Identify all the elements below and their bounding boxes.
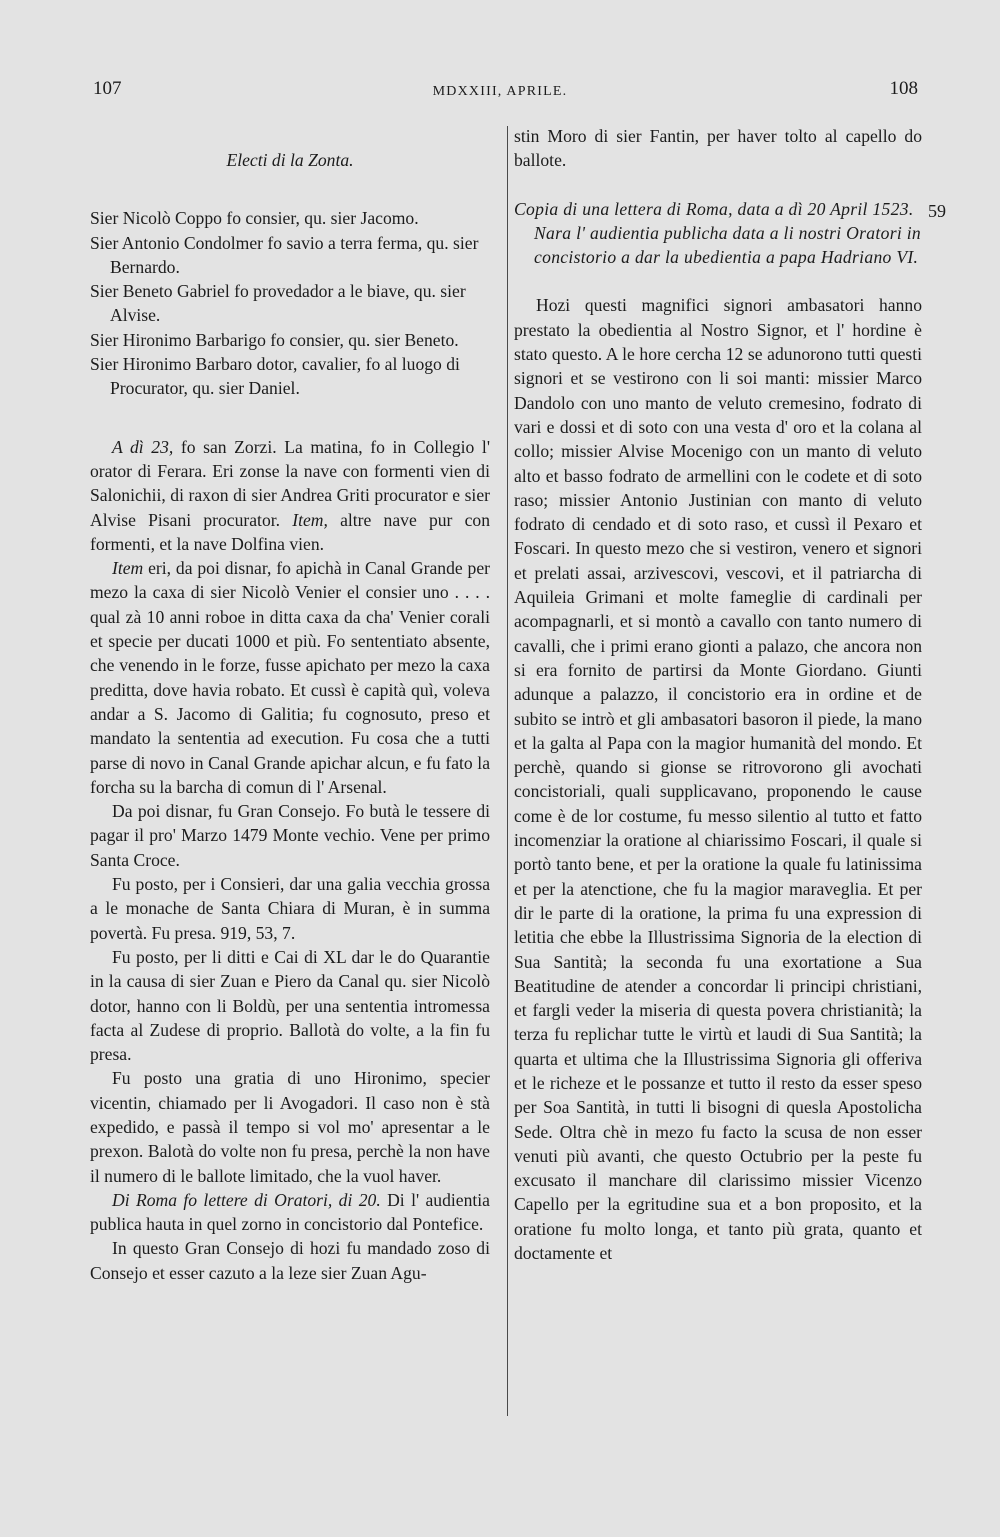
paragraph-text: fo san Zorzi. La matina, fo in Collegio l' orator di Ferara. Eri zonse la nave con formenti vien di Salonichii, di raxon di sier Andrea Griti procurator e sier Alvise Pisani procurator.	[90, 436, 490, 530]
paragraph: In questo Gran Consejo di hozi fu mandado zoso di Consejo et esser cazuto a la leze sier Zuan Agu-	[90, 1238, 490, 1283]
list-item: Sier Nicolò Coppo fo consier, qu. sier Jacomo.	[90, 208, 419, 229]
list-item: Sier Antonio Condolmer fo savio a terra ferma, qu. sier Bernardo.	[90, 232, 479, 277]
paragraph	[90, 435, 490, 556]
item-word: Item	[112, 558, 144, 579]
paragraph-text: altre nave pur con formenti, et la nave Dolfina vien.	[90, 509, 490, 554]
paragraph: Fu posto, per i Consieri, dar una galia vecchia grossa a le monache de Santa Chiara di Muran, è in summa povertà. Fu presa. 919, 53, 7.	[90, 874, 490, 943]
page-number-left: 107	[93, 78, 122, 99]
italic-lead: Di Roma fo lettere di Oratori, di 20.	[112, 1189, 381, 1210]
list-item: Sier Beneto Gabriel fo provedador a le biave, qu. sier Alvise.	[90, 281, 466, 326]
paragraph	[90, 556, 490, 799]
column-divider	[507, 126, 508, 1416]
list-item: Sier Hironimo Barbaro dotor, cavalier, fo al luogo di Procurator, qu. sier Daniel.	[90, 354, 460, 399]
margin-number: 59	[928, 201, 946, 221]
item-word: Item,	[292, 509, 328, 530]
paragraph: Fu posto, per li ditti e Cai di XL dar le do Quarantie in la causa di sier Zuan e Piero da Canal qu. sier Nicolò dotor, hanno con li Boldù, per una sententia intromessa facta al Zudese di proprio. Ballotà do volte, a la fin fu presa.	[90, 946, 490, 1065]
list-item: Sier Hironimo Barbarigo fo consier, qu. sier Beneto.	[90, 329, 459, 350]
page-number-right: 108	[889, 78, 918, 99]
running-title: MDXXIII, APRILE.	[432, 84, 568, 99]
paragraph-text: eri, da poi disnar, fo apichà in Canal Grande per mezo la caxa di sier Nicolò Venier el consier uno . . . . qual zà 10 anni roboe in ditta caxa da cha' Venier corali et specie per ducati 1000 et più. Fo sententiato absente, che venendo in le forze, fusse apichato per mezo la caxa preditta, dove havia robato. Et cussì è capità quì, voleva andar a S. Jacomo di Galitia; fu cognosuto, preso et mandato la sententia ad execution. Fu cosa che a tutti parse di novo in Canal Grande apichar alcun, e fu fato la forcha su la barcha di comun di l' Arsenal.	[90, 558, 490, 797]
paragraph: Da poi disnar, fu Gran Consejo. Fo butà le tessere di pagar il pro' Marzo 1479 Monte vechio. Vene per primo Santa Croce.	[90, 801, 490, 870]
paragraph: Hozi questi magnifici signori ambasatori hanno prestato la obedientia al Nostro Signor, et l' hordine è stato questo. A le hore cercha 12 se adunorono tutti questi signori et se vestirono con li soi manti: missier Marco Dandolo con uno manto de veluto cremesino, fodrato di vari e dossi et di soto con una vesta d' oro et la colana al collo; missier Alvise Mocenigo con un manto di veluto alto et basso fodrato de armellini con le codete et di soto raso; missier Antonio Justinian con manto di veluto fodrato di cendado et di soto raso, et cussì il Pexaro et Foscari. In questo mezo che si vestiron, venero et signori et prelati assai, arzivescovi, vescovi, et il patriarcha di Aquileia Grimani et molte fameglie di cardinali per acompagnarli, et si montò a cavallo con tanto numero di cavalli, che i primi erano gionti a palazo, che ancora non si era fornito de partirsi da Monte Giordano. Giunti adunque a palazzo, il concistorio era in ordine et de subito se intrò et gli ambasatori basoron il piede, la mano et la galta al Papa con la magior humanità del mondo. Et perchè, quando si gionse se ritrovorono gli avochati concistoriali, quali supplicavano, proponendo le cause come è de lor costume, fu messo silentio al tutto et fatto incomenziar la oratione al chiarissimo Foscari, il quale si portò tanto bene, et per la oratione la quale fu latinissima et per la atenctione, che fu la magior maraveglia. Et per dir le parte di la oratione, la prima fu una expression di letitia che ebbe la Illustrissima Signoria de la election di Sua Santità; la seconda fu una exortatione a Sua Beatitudine de atender a concordar li principi christiani, et fargli veder la miseria di questa povera christianità; la terza fu replichar tutte le virtù et laudi di Sua Santità; la quarta et ultima che la Illustrissima Signoria gli offeriva et le richeze et le possanze et tutto il resto da esser speso per Soa Santità, in tutti li bisogni di quesla Apostolicha Sede. Oltra chè in mezo fu facto la scusa de non esser venuti più avanti, che questo Octubrio per la peste fu excusato il manchare dil clarissimo missier Vicenzo Capello per la egritudine sua et a bon proposito, et la oratione fu molto longa, et tanto più grata, quanto et doctamente et	[514, 295, 922, 1264]
paragraph: Fu posto una gratia di uno Hironimo, specier vicentin, chiamado per li Avogadori. Il caso non è stà expedido, e passà il tempo si vol mo' apresentar a le prexon. Balotà do volte non fu presa, perchè la non have il numero di le ballote limitado, che la vuol haver.	[90, 1068, 490, 1186]
section-heading: Electi di la Zonta.	[226, 150, 354, 170]
paragraph	[90, 1188, 490, 1237]
letter-title: Copia di una lettera di Roma, data a dì 20 April 1523. Nara l' audientia publicha data a li nostri Oratori in concistorio a dar la ubedientia a papa Hadriano VI.	[514, 198, 922, 268]
paragraph: stin Moro di sier Fantin, per haver tolto al capello do ballote.	[514, 126, 922, 171]
right-column	[514, 124, 922, 1265]
left-column	[90, 124, 490, 1285]
date-label: A dì 23,	[112, 436, 174, 457]
paragraph-text: Di l' audientia publica hauta in quel zorno in concistorio dal Pontefice.	[90, 1189, 490, 1235]
